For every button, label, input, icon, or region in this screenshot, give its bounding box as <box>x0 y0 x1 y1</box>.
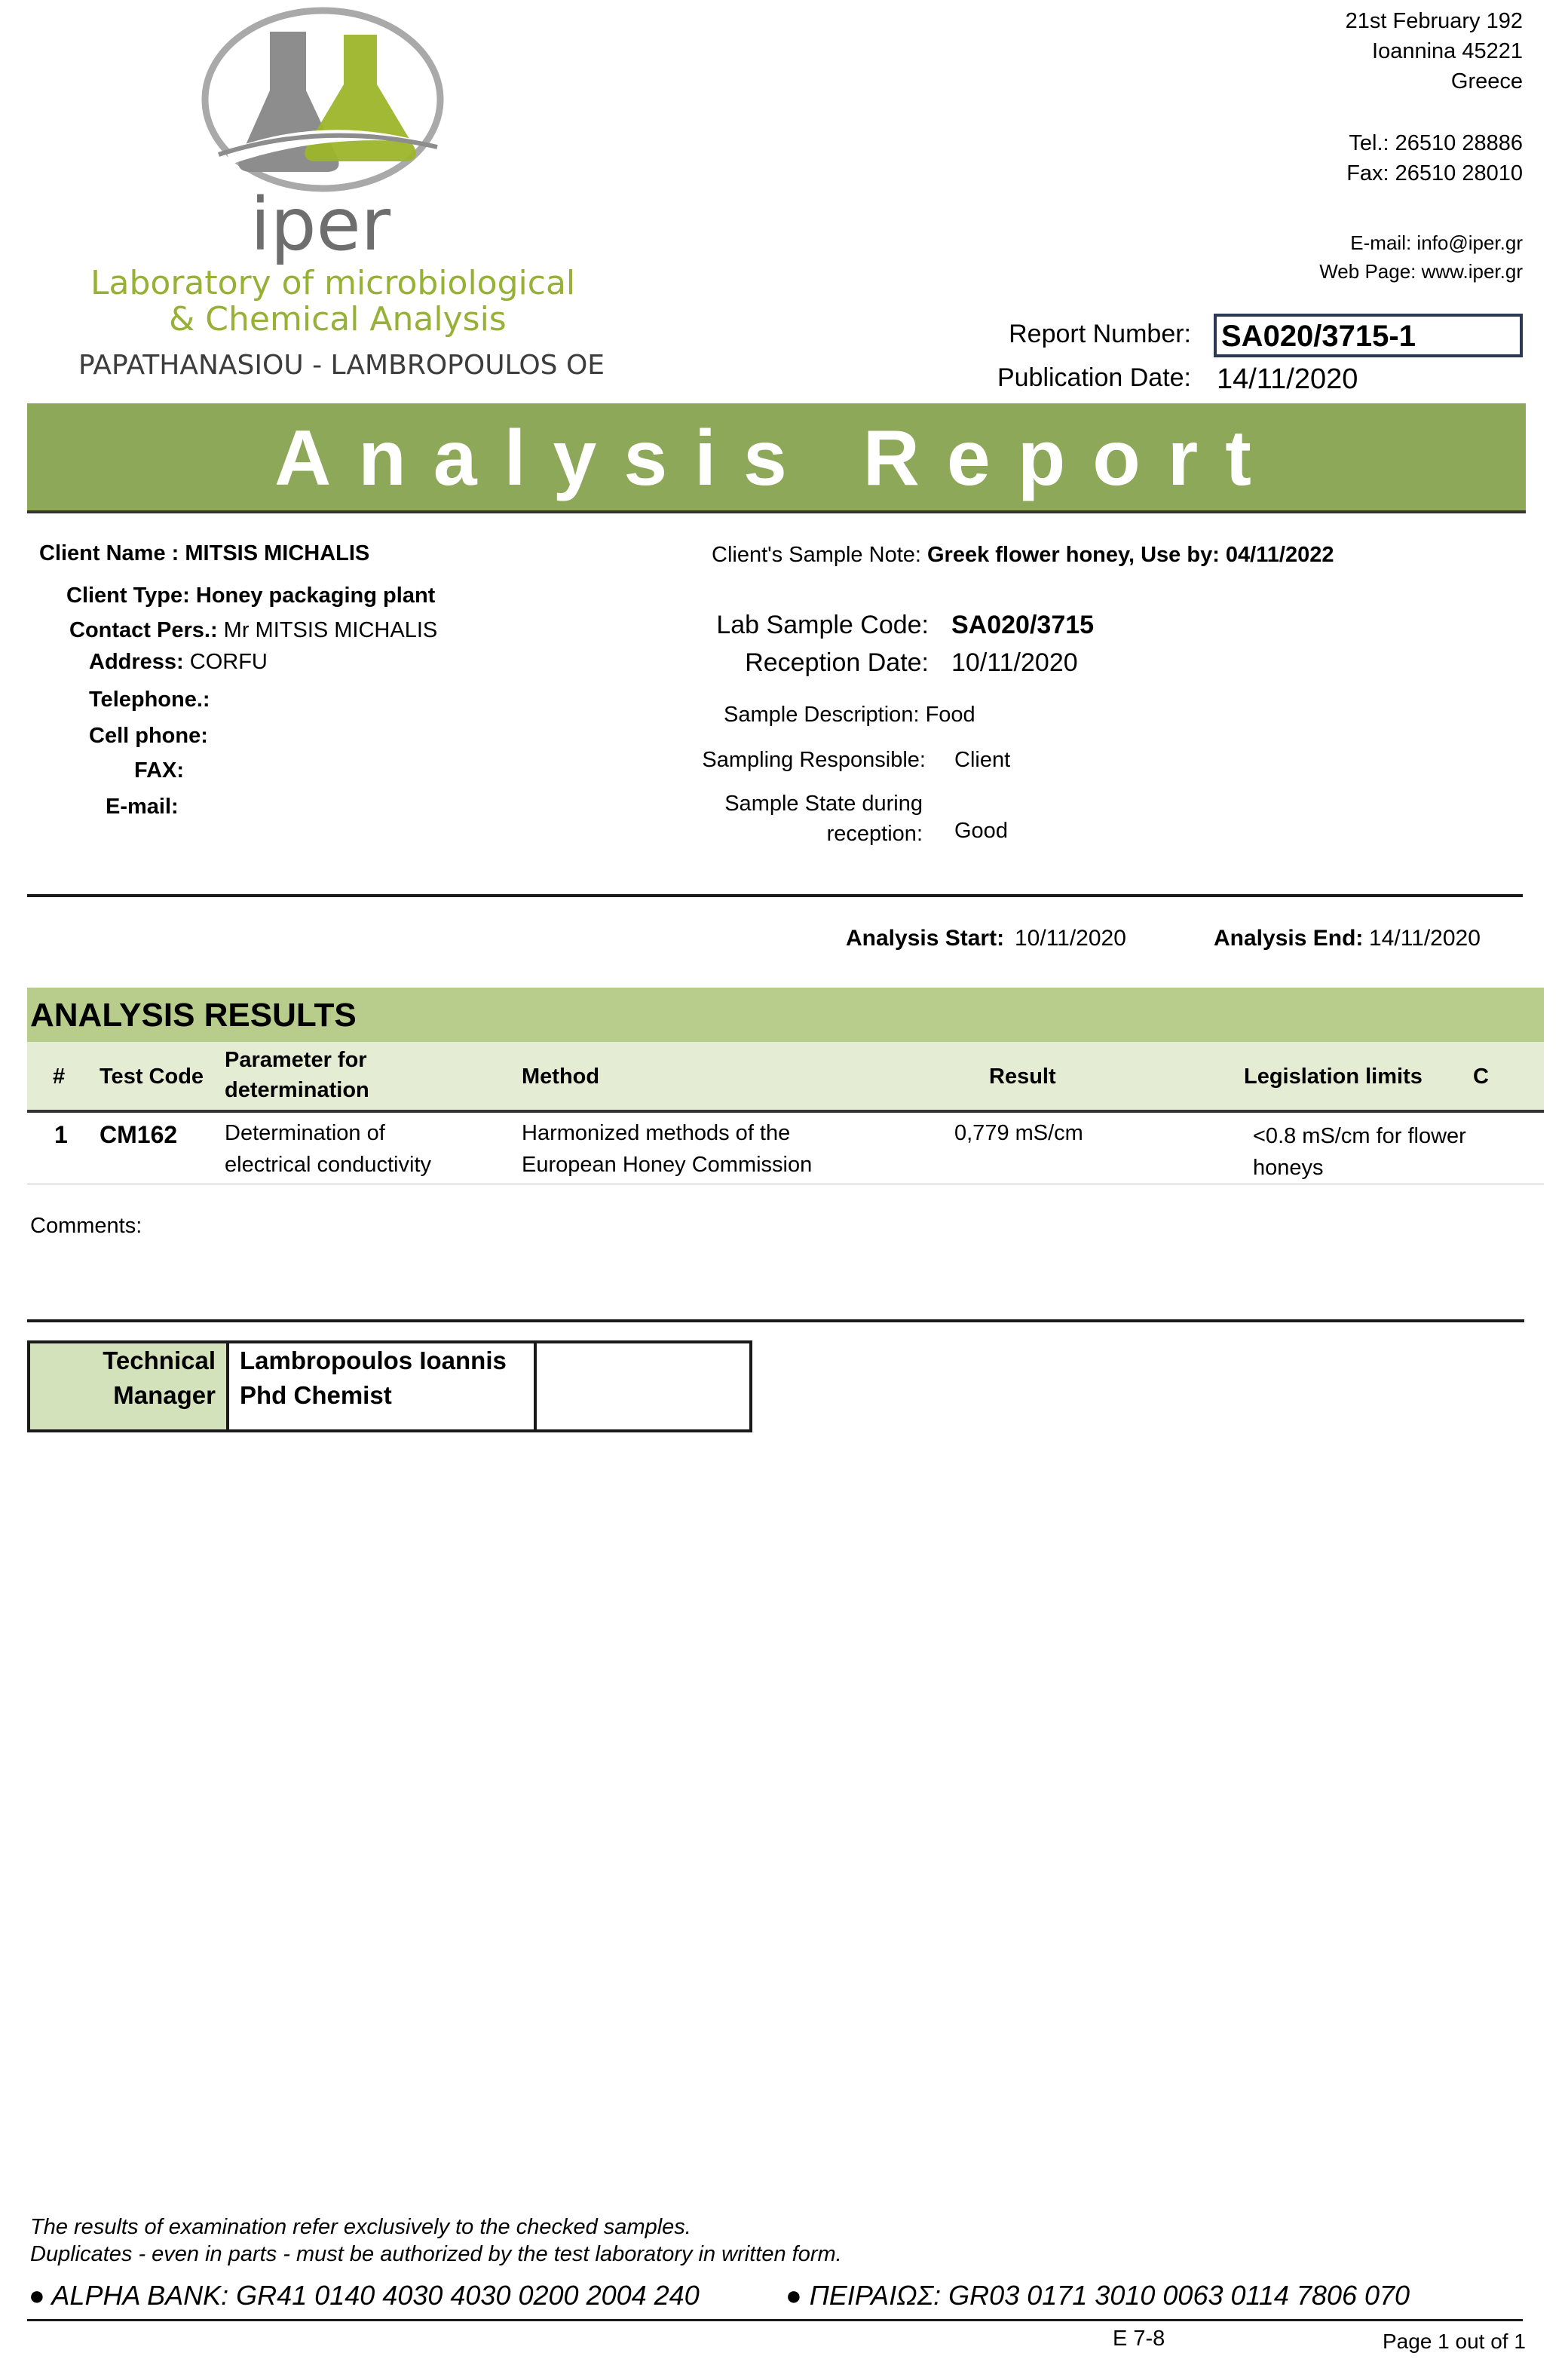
col-param-2: determination <box>225 1078 369 1102</box>
row-limits-2: honeys <box>1253 1156 1324 1180</box>
comments-divider <box>27 1319 1524 1322</box>
lab-sample-code: SA020/3715 <box>951 611 1095 639</box>
client-type-row <box>66 584 435 608</box>
contact-label: Contact Pers.: <box>69 618 218 642</box>
address-row <box>89 650 268 675</box>
signature-role-1: Technical <box>103 1346 216 1374</box>
sample-state: Good <box>954 819 1008 843</box>
address-web: Web Page: www.iper.gr <box>1319 260 1523 283</box>
sample-note-label: Client's Sample Note: <box>712 543 921 567</box>
sampling-responsible: Client <box>954 748 1011 772</box>
client-address-label: Address: <box>89 650 184 674</box>
report-number: SA020/3715-1 <box>1214 314 1523 357</box>
comments-label: Comments: <box>30 1214 142 1238</box>
cell-phone-label: Cell phone: <box>89 724 208 748</box>
row-num: 1 <box>54 1121 68 1148</box>
reception-date: 10/11/2020 <box>951 648 1078 677</box>
sample-state-label-1: Sample State during <box>724 792 923 816</box>
row-result: 0,779 mS/cm <box>954 1121 1083 1145</box>
contact-person: Mr MITSIS MICHALIS <box>223 618 438 642</box>
logo-word: iper <box>250 182 391 267</box>
lab-logo <box>75 0 605 392</box>
telephone-label: Telephone.: <box>89 688 210 712</box>
results-heading: ANALYSIS RESULTS <box>30 997 357 1034</box>
col-num: # <box>53 1065 66 1089</box>
col-c: C <box>1473 1065 1489 1089</box>
publication-date: 14/11/2020 <box>1217 363 1358 395</box>
col-result: Result <box>989 1065 1056 1089</box>
signature-name: Lambropoulos Ioannis <box>240 1346 507 1374</box>
col-param-1: Parameter for <box>225 1048 367 1072</box>
analysis-end: 14/11/2020 <box>1369 926 1481 951</box>
address-fax: Fax: 26510 28010 <box>1346 161 1523 185</box>
signature-title: Phd Chemist <box>240 1381 392 1409</box>
client-type: Honey packaging plant <box>195 584 436 608</box>
table-row <box>27 1113 1544 1184</box>
report-number-label: Report Number: <box>1009 320 1191 348</box>
sample-description-label: Sample Description: <box>724 703 920 727</box>
title-band <box>27 403 1526 513</box>
footer-note-1: The results of examination refer exclusively to the checked samples. <box>30 2215 691 2239</box>
client-name: MITSIS MICHALIS <box>185 541 370 565</box>
analysis-end-label: Analysis End: <box>1214 926 1364 951</box>
address-email: E-mail: info@iper.gr <box>1350 231 1523 254</box>
client-type-label: Client Type: <box>66 584 190 608</box>
analysis-start: 10/11/2020 <box>1015 926 1126 951</box>
logo-tagline-1: Laboratory of microbiological <box>90 264 576 302</box>
address-country: Greece <box>1450 69 1523 93</box>
col-method: Method <box>522 1065 600 1089</box>
lab-sample-code-label: Lab Sample Code: <box>716 611 929 639</box>
results-heading-bar <box>27 988 1544 1042</box>
footer-divider <box>27 2319 1523 2321</box>
signature-role-cell <box>30 1343 229 1429</box>
sampling-responsible-label: Sampling Responsible: <box>702 748 926 772</box>
address-tel: Tel.: 26510 28886 <box>1349 131 1523 155</box>
sample-state-label-2: reception: <box>826 822 923 846</box>
address-city: Ioannina 45221 <box>1372 39 1523 63</box>
bank-account-piraeus: ● ΠΕΙΡΑΙΩΣ: GR03 0171 3010 0063 0114 7806 070 <box>786 2280 1410 2311</box>
signature-role-2: Manager <box>113 1381 216 1409</box>
row-method-1: Harmonized methods of the <box>522 1121 791 1145</box>
report-title: Analysis Report <box>274 415 1279 502</box>
address-street: 21st February 192 <box>1345 9 1523 33</box>
sample-note-row <box>712 543 1334 568</box>
col-legislation-limits: Legislation limits <box>1244 1065 1423 1089</box>
row-param-2: electrical conductivity <box>225 1153 431 1177</box>
contact-row <box>69 618 437 643</box>
sample-description: Food <box>925 703 975 727</box>
fax-label: FAX: <box>134 758 185 783</box>
signature-table <box>27 1340 752 1432</box>
logo-company: PAPATHANASIOU - LAMBROPOULOS OE <box>78 350 605 381</box>
row-method-2: European Honey Commission <box>522 1153 813 1177</box>
row-param-1: Determination of <box>225 1121 385 1145</box>
signature-name-cell <box>229 1343 537 1429</box>
sample-description-row <box>724 703 975 728</box>
row-test-code: CM162 <box>100 1121 178 1148</box>
page-indicator: Page 1 out of 1 <box>1383 2330 1526 2353</box>
client-address: CORFU <box>189 650 268 674</box>
form-code: E 7-8 <box>1113 2327 1165 2351</box>
section-divider <box>27 894 1523 897</box>
footer-note-2: Duplicates - even in parts - must be authorized by the test laboratory in written form. <box>30 2242 842 2266</box>
publication-date-label: Publication Date: <box>997 363 1191 392</box>
results-table-header <box>27 1042 1544 1113</box>
sample-note: Greek flower honey, Use by: 04/11/2022 <box>927 543 1334 567</box>
email-label: E-mail: <box>106 795 179 819</box>
client-name-label: Client Name : <box>39 541 179 565</box>
logo-tagline-2: & Chemical Analysis <box>169 300 507 339</box>
col-test-code: Test Code <box>100 1065 204 1089</box>
analysis-start-label: Analysis Start: <box>846 926 1005 951</box>
reception-date-label: Reception Date: <box>745 648 929 677</box>
bank-account-alpha: ● ALPHA BANK: GR41 0140 4030 4030 0200 2004 240 <box>29 2280 700 2311</box>
row-limits-1: <0.8 mS/cm for flower <box>1253 1124 1466 1148</box>
client-name-row <box>39 541 369 566</box>
